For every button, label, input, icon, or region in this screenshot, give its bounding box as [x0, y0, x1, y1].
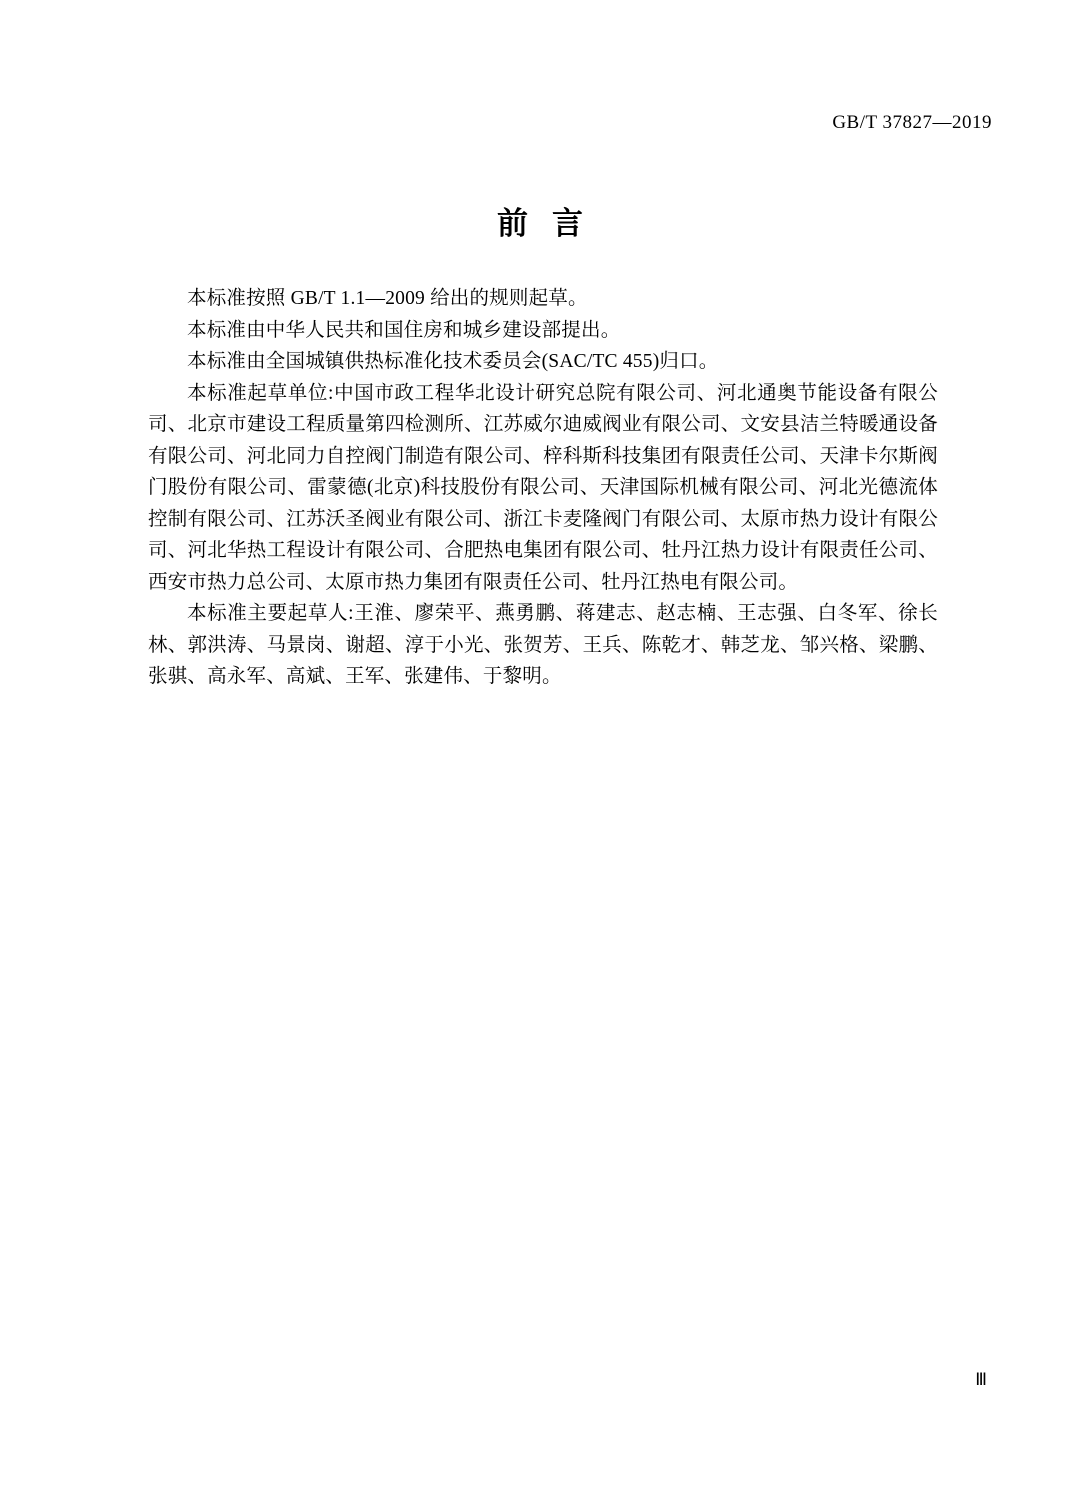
paragraph: 本标准按照 GB/T 1.1—2009 给出的规则起草。: [187, 288, 588, 309]
page-title: 前言: [497, 206, 607, 242]
paragraph: 本标准由全国城镇供热标准化技术委员会(SAC/TC 455)归口。: [187, 351, 719, 372]
page-number: Ⅲ: [975, 1370, 988, 1389]
paragraph: 本标准起草单位:中国市政工程华北设计研究总院有限公司、河北通奥节能设备有限公司、北京市建设工程质量第四检测所、江苏威尔迪威阀业有限公司、文安县洁兰特暖通设备有限公司、河北同力自控阀门制造有限公司、梓科斯科技集团有限责任公司、天津卡尔斯阀门股份有限公司、雷蒙德(北京)科技股份有限公司、天津国际机械有限公司、河北光德流体控制有限公司、江苏沃圣阀业有限公司、浙江卡麦隆阀门有限公司、太原市热力设计有限公司、河北华热工程设计有限公司、合肥热电集团有限公司、牡丹江热力设计有限责任公司、西安市热力总公司、太原市热力集团有限责任公司、牡丹江热电有限公司。: [148, 382, 938, 593]
paragraph: 本标准由中华人民共和国住房和城乡建设部提出。: [187, 319, 621, 341]
foreword-body: [148, 283, 938, 693]
paragraph: 本标准主要起草人:王淮、廖荣平、燕勇鹏、蒋建志、赵志楠、王志强、白冬军、徐长林、郭洪涛、马景岗、谢超、淳于小光、张贺芳、王兵、陈乾才、韩芝龙、邹兴格、梁鹏、张骐、高永军、高斌、王军、张建伟、于黎明。: [148, 603, 938, 687]
standard-code-header: GB/T 37827—2019: [832, 112, 992, 133]
